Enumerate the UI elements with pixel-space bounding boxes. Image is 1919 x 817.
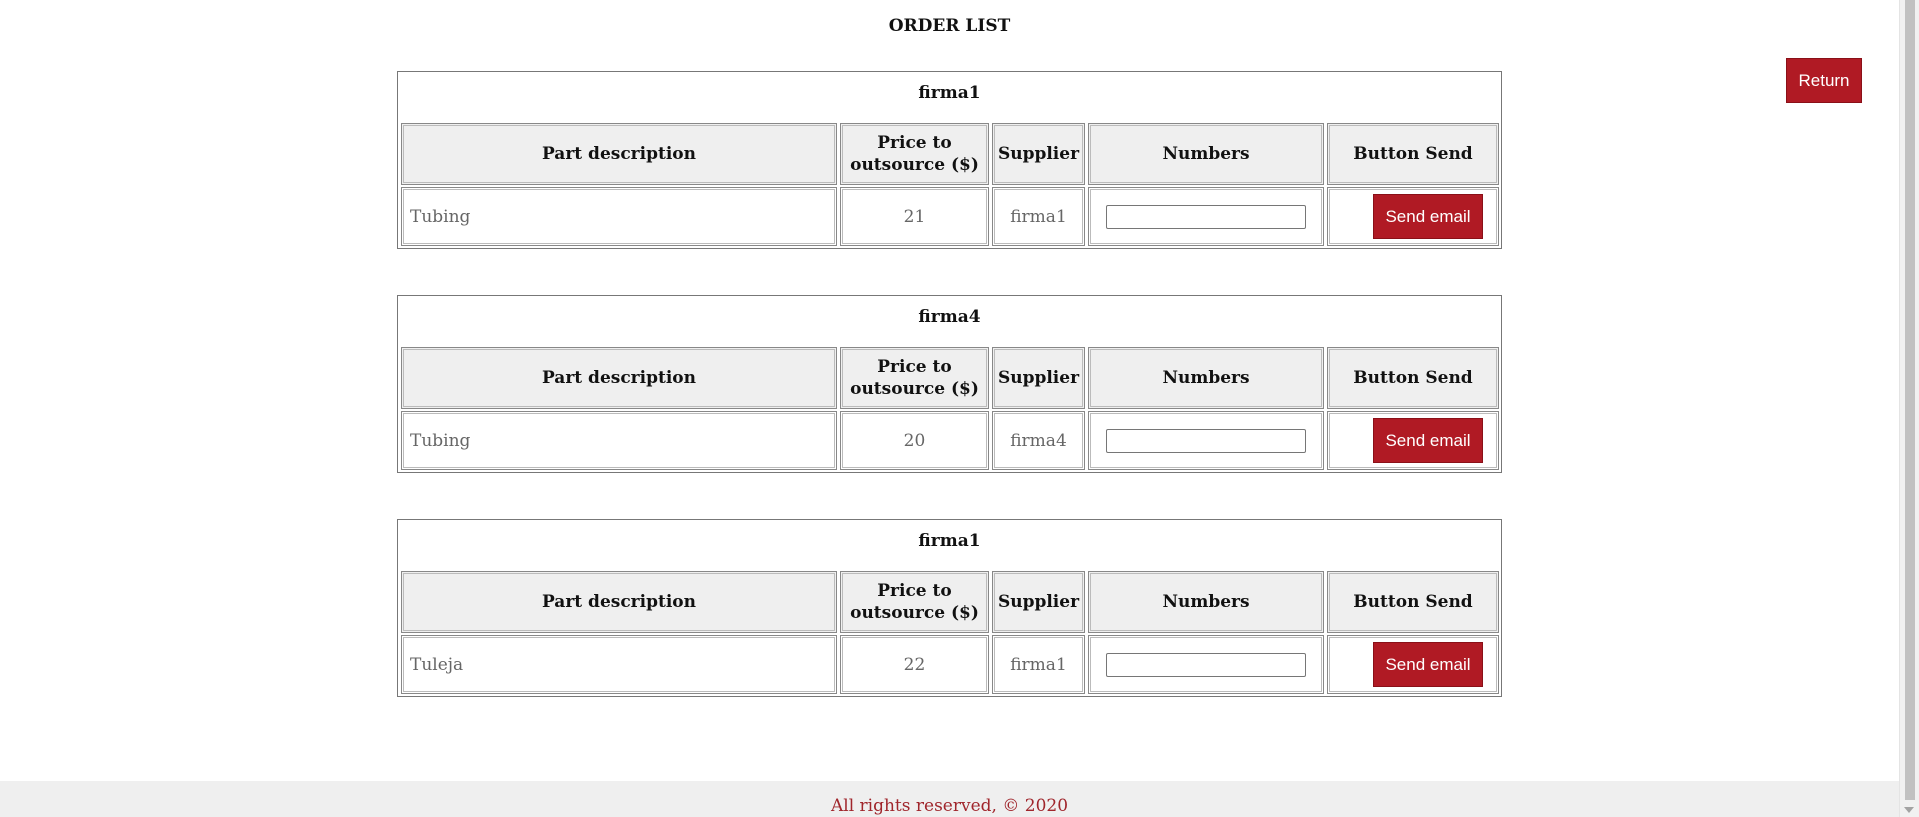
numbers-input[interactable] — [1106, 653, 1306, 677]
header-part-description: Part description — [401, 123, 837, 185]
send-email-button[interactable]: Send email — [1373, 194, 1483, 239]
send-email-button[interactable]: Send email — [1373, 642, 1483, 687]
part-description-cell: Tubing — [401, 187, 837, 246]
part-description-cell: Tubing — [401, 411, 837, 470]
header-price: Price to outsource ($) — [840, 123, 989, 185]
header-price: Price to outsource ($) — [840, 347, 989, 409]
price-cell: 21 — [840, 187, 989, 246]
header-button-send: Button Send — [1327, 571, 1499, 633]
header-supplier: Supplier — [992, 123, 1085, 185]
header-price: Price to outsource ($) — [840, 571, 989, 633]
numbers-cell — [1088, 635, 1324, 694]
part-description-cell: Tuleja — [401, 635, 837, 694]
page-title: ORDER LIST — [888, 16, 1011, 36]
footer-copyright: All rights reserved, © 2020 — [830, 796, 1069, 816]
header-supplier: Supplier — [992, 571, 1085, 633]
send-cell — [1327, 411, 1499, 470]
numbers-input[interactable] — [1106, 205, 1306, 229]
firm-name: firma1 — [918, 531, 981, 551]
numbers-cell — [1088, 187, 1324, 246]
header-numbers: Numbers — [1088, 571, 1324, 633]
supplier-cell: firma1 — [992, 187, 1085, 246]
vertical-scrollbar[interactable] — [1899, 0, 1919, 817]
order-table — [397, 71, 1502, 249]
header-button-send: Button Send — [1327, 347, 1499, 409]
header-button-send: Button Send — [1327, 123, 1499, 185]
firm-name: firma4 — [918, 307, 981, 327]
price-cell: 20 — [840, 411, 989, 470]
scrollbar-thumb[interactable] — [1905, 0, 1915, 800]
header-supplier: Supplier — [992, 347, 1085, 409]
header-part-description: Part description — [401, 571, 837, 633]
send-cell — [1327, 635, 1499, 694]
header-numbers: Numbers — [1088, 123, 1324, 185]
numbers-cell — [1088, 411, 1324, 470]
send-email-button[interactable]: Send email — [1373, 418, 1483, 463]
order-table — [397, 519, 1502, 697]
order-table — [397, 295, 1502, 473]
return-button[interactable]: Return — [1786, 58, 1862, 103]
footer — [0, 781, 1899, 817]
send-cell — [1327, 187, 1499, 246]
supplier-cell: firma4 — [992, 411, 1085, 470]
firm-name: firma1 — [918, 83, 981, 103]
numbers-input[interactable] — [1106, 429, 1306, 453]
supplier-cell: firma1 — [992, 635, 1085, 694]
scroll-down-arrow-icon[interactable] — [1904, 807, 1914, 813]
header-numbers: Numbers — [1088, 347, 1324, 409]
price-cell: 22 — [840, 635, 989, 694]
header-part-description: Part description — [401, 347, 837, 409]
